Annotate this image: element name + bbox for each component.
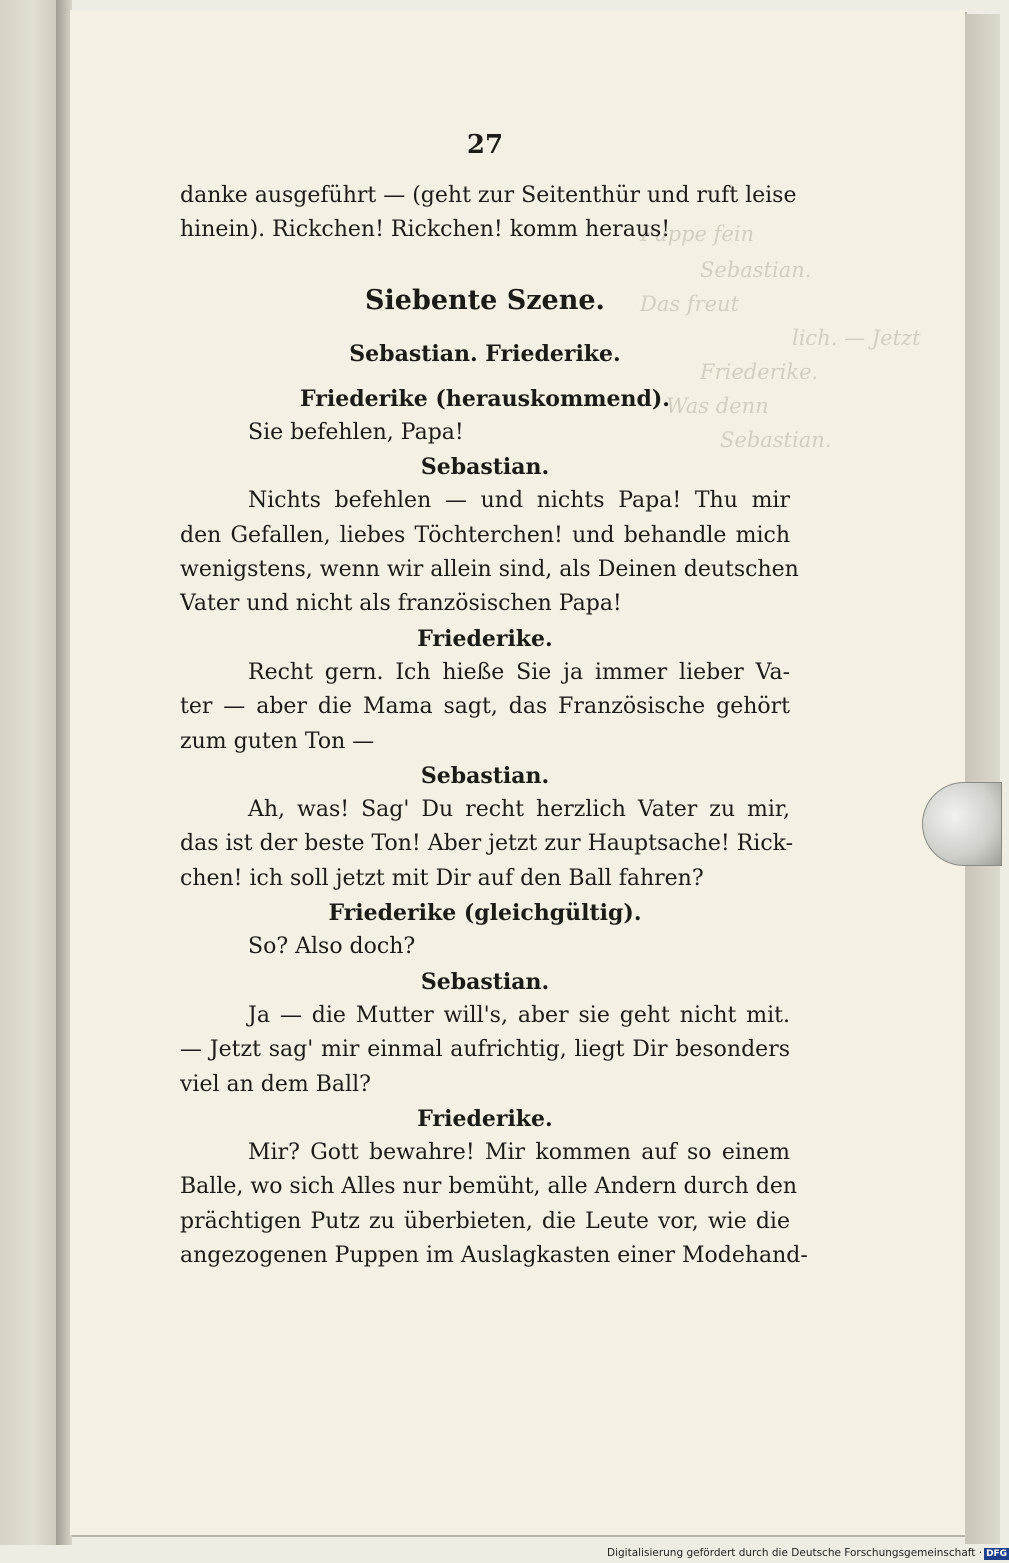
dfg-logo-badge: DFG <box>986 1549 1008 1559</box>
page-number: 27 <box>466 130 504 160</box>
text-line: chen! ich soll jetzt mit Dir auf den Ball fahren? <box>180 865 704 891</box>
speaker-name: Sebastian. <box>420 762 550 789</box>
text-line: das ist der beste Ton! Aber jetzt zur Hauptsache! Rick- <box>180 831 794 857</box>
text-line: den Gefallen, liebes Töchterchen! und behandle mich <box>180 522 790 548</box>
speaker-name: Friederike (gleichgültig). <box>328 900 642 927</box>
text-line: danke ausgeführt — (geht zur Seitenthür und ruft leise <box>180 183 797 208</box>
speaker-name: Sebastian. <box>420 454 550 481</box>
text-line: So? Also doch? <box>248 934 416 960</box>
bleed-through-text: Das freut <box>640 292 740 316</box>
digitization-credit <box>607 1544 1008 1562</box>
speaker-name: Friederike. <box>417 625 553 652</box>
scene-heading: Siebente Szene. <box>365 284 605 316</box>
bleed-through-text: Friederike. <box>700 360 819 384</box>
text-line: viel an dem Ball? <box>180 1071 371 1097</box>
text-line: Nichts befehlen — und nichts Papa! Thu mir <box>248 488 790 514</box>
text-line: Sie befehlen, Papa! <box>248 419 464 445</box>
bleed-through-text: Puppe fein <box>640 222 755 246</box>
text-line: Mir? Gott bewahre! Mir kommen auf so einem <box>248 1140 790 1166</box>
bleed-through-text: Sebastian. <box>720 428 832 452</box>
dramatis-personae: Sebastian. Friederike. <box>349 340 621 367</box>
bleed-through-text: Was denn <box>666 394 769 418</box>
right-page-edge <box>965 14 1000 1544</box>
text-line: ter — aber die Mama sagt, das Französische gehört <box>180 694 790 720</box>
speaker-name: Friederike (herauskommend). <box>300 385 670 412</box>
text-line: angezogenen Puppen im Auslagkasten einer Modehand- <box>180 1243 808 1269</box>
text-line: Ja — die Mutter will's, aber sie geht nicht mit. <box>248 1002 790 1028</box>
text-line: Vater und nicht als französischen Papa! <box>180 591 622 617</box>
page-tab-marker <box>922 782 1002 866</box>
bleed-through-text: lich. — Jetzt <box>792 326 921 350</box>
text-line: Ah, was! Sag' Du recht herzlich Vater zu mir, <box>248 797 790 823</box>
text-line: Recht gern. Ich hieße Sie ja immer lieber Va- <box>248 659 790 685</box>
speaker-name: Sebastian. <box>420 968 550 995</box>
left-page-edge <box>0 0 58 1545</box>
page-text <box>180 125 808 1273</box>
speaker-name: Friederike. <box>417 1105 553 1132</box>
text-line: hinein). Rickchen! Rickchen! komm heraus! <box>180 217 671 243</box>
credit-text: Digitalisierung gefördert durch die Deutsche Forschungsgemeinschaft · <box>607 1547 983 1559</box>
text-line: Balle, wo sich Alles nur bemüht, alle Andern durch den <box>180 1174 798 1200</box>
text-line: prächtigen Putz zu überbieten, die Leute vor, wie die <box>180 1208 790 1234</box>
text-line: — Jetzt sag' mir einmal aufrichtig, liegt Dir besonders <box>180 1037 790 1063</box>
text-line: zum guten Ton — <box>180 728 375 754</box>
bleed-through-text: Sebastian. <box>700 258 812 282</box>
text-line: wenigstens, wenn wir allein sind, als Deinen deutschen <box>180 557 799 583</box>
